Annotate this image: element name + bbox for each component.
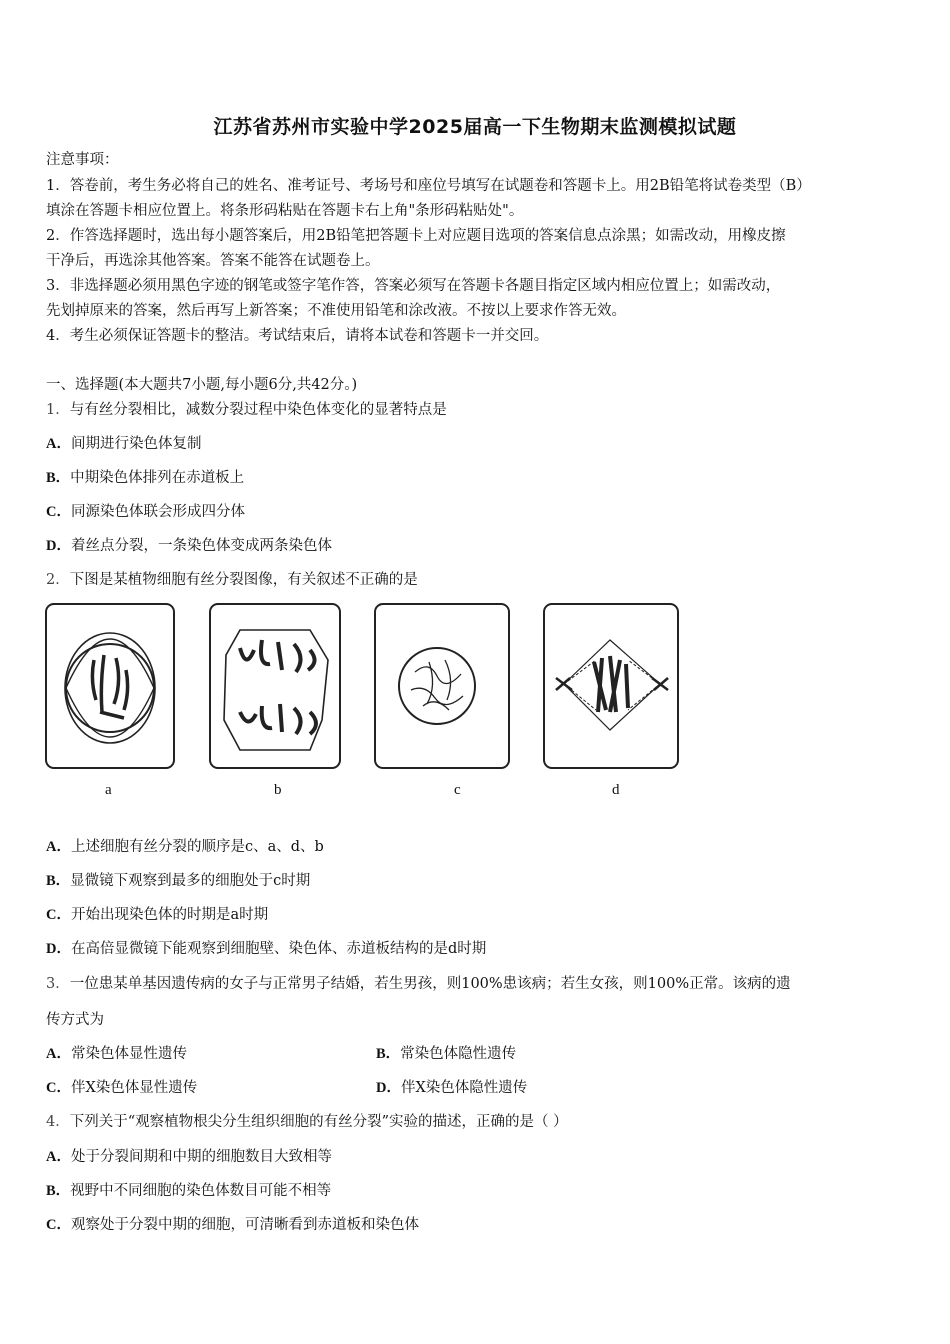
option-text: 观察处于分裂中期的细胞，可清晰看到赤道板和染色体 (70, 1217, 419, 1233)
figure-label-c: c (454, 782, 461, 798)
option-letter: D． (46, 538, 71, 554)
notice-line: 1．答卷前，考生务必将自己的姓名、准考证号、考场号和座位号填写在试题卷和答题卡上。用2B铅笔将试卷类型（B） (46, 178, 811, 194)
option-letter: A． (46, 1046, 71, 1062)
option-row (46, 1044, 906, 1064)
option-letter: B． (46, 1183, 71, 1199)
option-letter: B． (46, 873, 71, 889)
option-text: 伴X染色体隐性遗传 (400, 1080, 528, 1096)
option-letter: A． (46, 436, 71, 452)
notice-line: 2．作答选择题时，选出每小题答案后，用2B铅笔把答题卡上对应题目选项的答案信息点涂黑；如需改动，用橡皮擦 (46, 228, 786, 244)
option-a (46, 837, 906, 857)
question-stem: 一位患某单基因遗传病的女子与正常男子结婚，若生男孩，则100%患该病；若生女孩，则100%正常。该病的遗 (69, 976, 791, 992)
question-stem: 下图是某植物细胞有丝分裂图像，有关叙述不正确的是 (69, 572, 418, 588)
option-text: 处于分裂间期和中期的细胞数目大致相等 (70, 1149, 332, 1165)
notice-line: 先划掉原来的答案，然后再写上新答案；不准使用铅笔和涂改液。不按以上要求作答无效。 (46, 303, 626, 319)
option-d (46, 939, 906, 959)
option-text: 在高倍显微镜下能观察到细胞壁、染色体、赤道板结构的是d时期 (70, 941, 487, 957)
cell-c-image (375, 604, 509, 768)
figure-label-a: a (105, 782, 112, 798)
section-heading: 一、选择题(本大题共7小题,每小题6分,共42分。) (46, 377, 358, 393)
option-text: 中期染色体排列在赤道板上 (70, 470, 245, 486)
option-letter: B． (46, 470, 71, 486)
option-text: 常染色体显性遗传 (70, 1046, 187, 1062)
question-3 (46, 974, 906, 994)
question-number: 1． (46, 402, 70, 418)
option-row (46, 1078, 906, 1098)
option-text: 显微镜下观察到最多的细胞处于c时期 (70, 873, 311, 889)
option-b (46, 871, 906, 891)
page-title: 江苏省苏州市实验中学2025届高一下生物期末监测模拟试题 (213, 116, 737, 138)
option-letter: A． (46, 1149, 71, 1165)
option-letter: B． (376, 1046, 401, 1062)
notice-line: 3．非选择题必须用黑色字迹的钢笔或签字笔作答，答案必须写在答题卡各题目指定区域内相应位置上；如需改动， (46, 278, 781, 294)
mitosis-figure (44, 600, 684, 805)
question-number: 2． (46, 572, 70, 588)
cell-a-image (46, 604, 174, 768)
option-text: 伴X染色体显性遗传 (70, 1080, 198, 1096)
option-text: 间期进行染色体复制 (70, 436, 202, 452)
option-c (46, 1080, 197, 1096)
question-stem: 与有丝分裂相比，减数分裂过程中染色体变化的显著特点是 (69, 402, 447, 418)
option-text: 同源染色体联会形成四分体 (70, 504, 245, 520)
option-letter: A． (46, 839, 71, 855)
option-text: 视野中不同细胞的染色体数目可能不相等 (70, 1183, 332, 1199)
option-b (46, 468, 906, 488)
option-a (46, 1046, 187, 1062)
notice-line: 填涂在答题卡相应位置上。将条形码粘贴在答题卡右上角"条形码粘贴处"。 (46, 203, 524, 219)
question-number: 3． (46, 976, 70, 992)
option-text: 开始出现染色体的时期是a时期 (70, 907, 269, 923)
question-2 (46, 570, 906, 590)
option-b (46, 1181, 906, 1201)
cell-b-image (210, 604, 340, 768)
question-1 (46, 400, 906, 420)
question-number: 4． (46, 1114, 70, 1130)
notice-line: 4．考生必须保证答题卡的整洁。考试结束后，请将本试卷和答题卡一并交回。 (46, 328, 549, 344)
notice-heading: 注意事项： (46, 152, 119, 168)
option-b (376, 1044, 516, 1064)
cell-d-image (544, 604, 678, 768)
option-letter: D． (46, 941, 71, 957)
option-letter: C． (46, 1217, 71, 1233)
option-c (46, 502, 906, 522)
option-a (46, 1147, 906, 1167)
option-a (46, 434, 906, 454)
option-text: 常染色体隐性遗传 (400, 1046, 517, 1062)
option-d (376, 1078, 527, 1098)
option-letter: C． (46, 1080, 71, 1096)
option-text: 上述细胞有丝分裂的顺序是c、a、d、b (70, 839, 324, 855)
option-d (46, 536, 906, 556)
question-4 (46, 1112, 906, 1132)
figure-label-b: b (274, 782, 282, 798)
question-stem: 下列关于“观察植物根尖分生组织细胞的有丝分裂”实验的描述，正确的是（ ） (69, 1114, 568, 1130)
option-c (46, 1215, 906, 1235)
notice-line: 干净后，再选涂其他答案。答案不能答在试题卷上。 (46, 253, 380, 269)
option-text: 着丝点分裂，一条染色体变成两条染色体 (70, 538, 332, 554)
option-c (46, 905, 906, 925)
option-letter: C． (46, 907, 71, 923)
question-stem-continued: 传方式为 (46, 1012, 104, 1028)
option-letter: D． (376, 1080, 401, 1096)
option-letter: C． (46, 504, 71, 520)
figure-label-d: d (612, 782, 620, 798)
